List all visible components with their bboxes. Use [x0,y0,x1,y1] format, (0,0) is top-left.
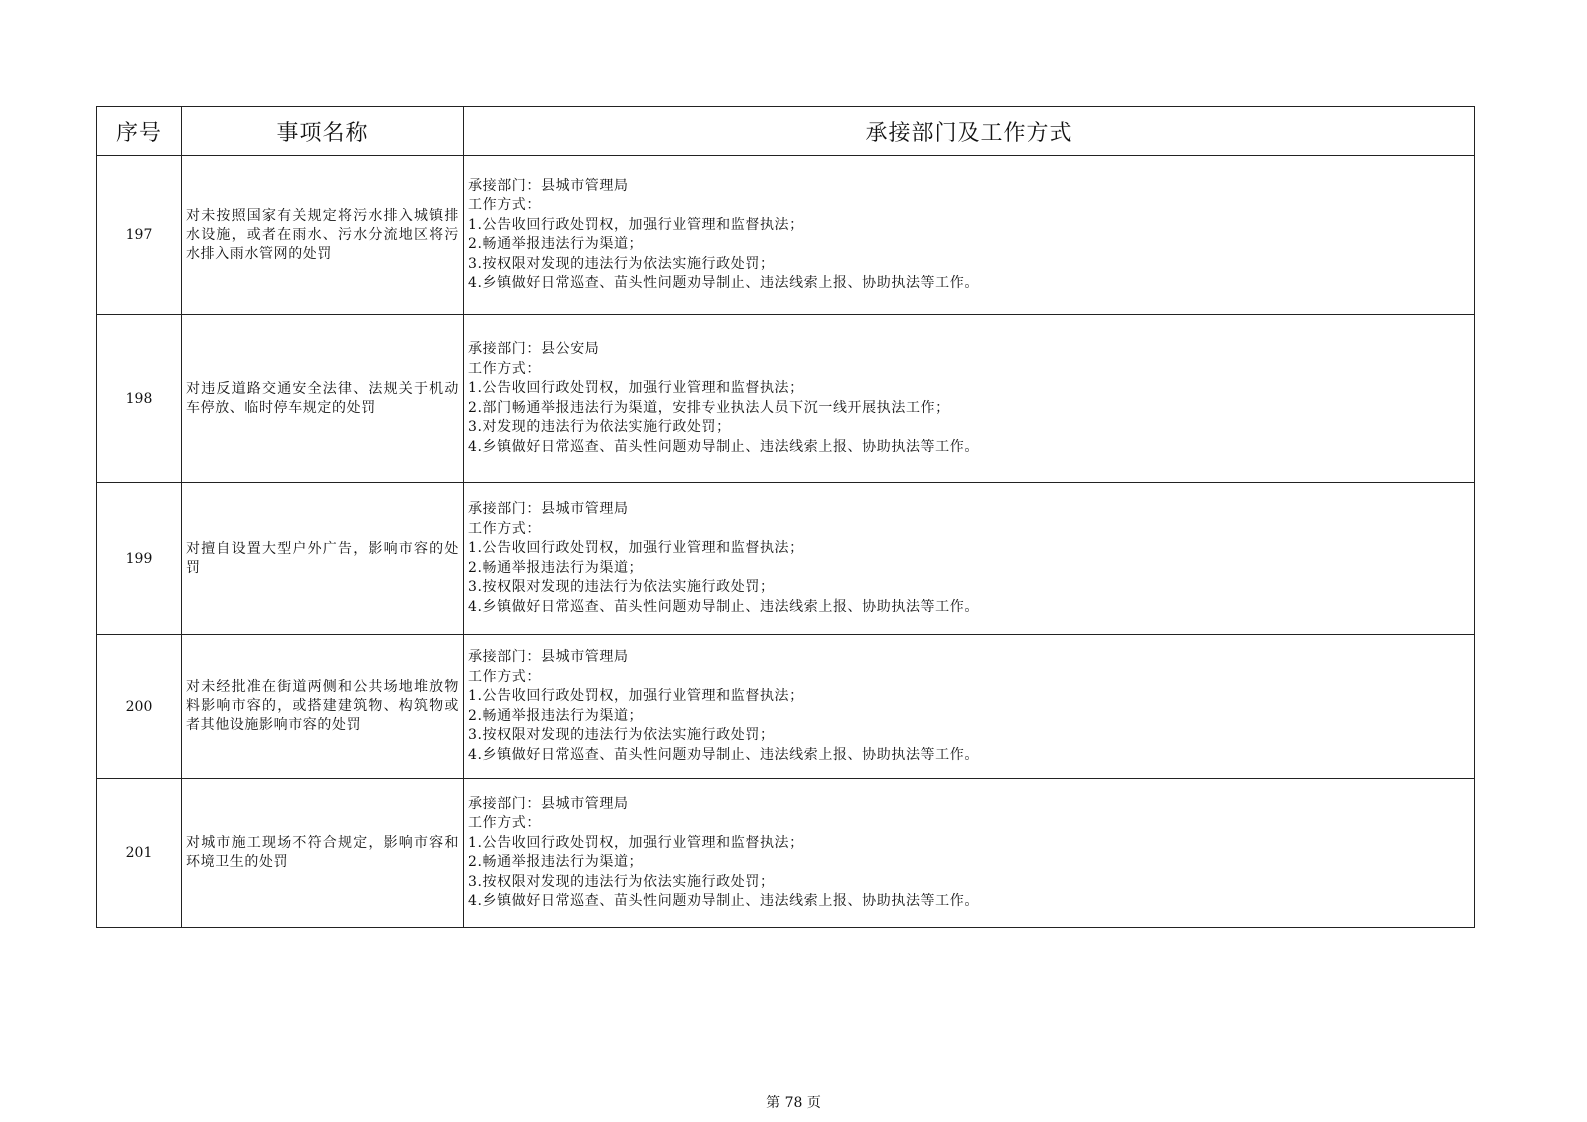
dept-line: 4.乡镇做好日常巡查、苗头性问题劝导制止、违法线索上报、协助执法等工作。 [468,275,979,291]
dept-line: 1.公告收回行政处罚权，加强行业管理和监督执法； [468,216,804,233]
dept-line: 承接部门：县城市管理局 [468,501,629,517]
dept-line: 3.按权限对发现的违法行为依法实施行政处罚； [468,579,775,595]
dept-line: 承接部门：县公安局 [468,341,600,357]
dept-line: 1.公告收回行政处罚权，加强行业管理和监督执法； [468,380,804,396]
dept-line: 3.按权限对发现的违法行为依法实施行政处罚； [468,727,775,743]
dept-line: 4.乡镇做好日常巡查、苗头性问题劝导制止、违法线索上报、协助执法等工作。 [468,746,979,763]
dept-line: 承接部门：县城市管理局 [468,649,629,665]
row-dept-info [464,315,1475,483]
row-item-name: 对城市施工现场不符合规定，影响市容和环境卫生的处罚 [182,779,464,928]
table-row [97,156,1475,315]
dept-line: 工作方式： [468,815,541,831]
row-item-name: 对违反道路交通安全法律、法规关于机动车停放、临时停车规定的处罚 [182,315,464,483]
dept-line: 1.公告收回行政处罚权，加强行业管理和监督执法； [468,540,804,556]
dept-line: 1.公告收回行政处罚权，加强行业管理和监督执法； [468,688,804,704]
row-dept-info [464,156,1475,315]
table-row [97,315,1475,483]
row-item-name: 对擅自设置大型户外广告，影响市容的处罚 [182,483,464,635]
dept-line: 3.对发现的违法行为依法实施行政处罚； [468,419,731,435]
header-name: 事项名称 [182,107,464,156]
dept-line: 4.乡镇做好日常巡查、苗头性问题劝导制止、违法线索上报、协助执法等工作。 [468,893,979,909]
dept-line: 3.按权限对发现的违法行为依法实施行政处罚； [468,873,775,890]
row-seq: 198 [97,315,182,483]
row-dept-info [464,779,1475,928]
row-item-name: 对未按照国家有关规定将污水排入城镇排水设施，或者在雨水、污水分流地区将污水排入雨水管网的处罚 [182,156,464,315]
table-header-row [97,107,1475,156]
row-seq: 197 [97,156,182,315]
header-dept: 承接部门及工作方式 [464,107,1475,156]
dept-line: 4.乡镇做好日常巡查、苗头性问题劝导制止、违法线索上报、协助执法等工作。 [468,598,979,615]
page-number: 第 78 页 [766,1095,821,1111]
header-seq: 序号 [97,107,182,156]
dept-line: 2.畅通举报违法行为渠道； [468,559,644,576]
dept-line: 承接部门：县城市管理局 [468,177,629,194]
dept-line: 2.畅通举报违法行为渠道； [468,854,644,870]
row-seq: 199 [97,483,182,635]
dept-line: 工作方式： [468,197,541,213]
dept-line: 工作方式： [468,360,541,377]
dept-line: 工作方式： [468,520,541,537]
dept-line: 3.按权限对发现的违法行为依法实施行政处罚； [468,255,775,272]
dept-line: 4.乡镇做好日常巡查、苗头性问题劝导制止、违法线索上报、协助执法等工作。 [468,438,979,455]
table-row [97,483,1475,635]
dept-line: 2.部门畅通举报违法行为渠道，安排专业执法人员下沉一线开展执法工作； [468,399,950,416]
row-seq: 200 [97,635,182,779]
dept-line: 1.公告收回行政处罚权，加强行业管理和监督执法； [468,834,804,851]
dept-line: 2.畅通举报违法行为渠道； [468,707,644,724]
table-row [97,779,1475,928]
dept-line: 2.畅通举报违法行为渠道； [468,236,644,252]
row-dept-info [464,635,1475,779]
table-row [97,635,1475,779]
dept-line: 工作方式： [468,668,541,685]
row-item-name: 对未经批准在街道两侧和公共场地堆放物料影响市容的，或搭建建筑物、构筑物或者其他设施影响市容的处罚 [182,635,464,779]
row-dept-info [464,483,1475,635]
dept-line: 承接部门：县城市管理局 [468,795,629,812]
matters-table [96,106,1475,928]
row-seq: 201 [97,779,182,928]
